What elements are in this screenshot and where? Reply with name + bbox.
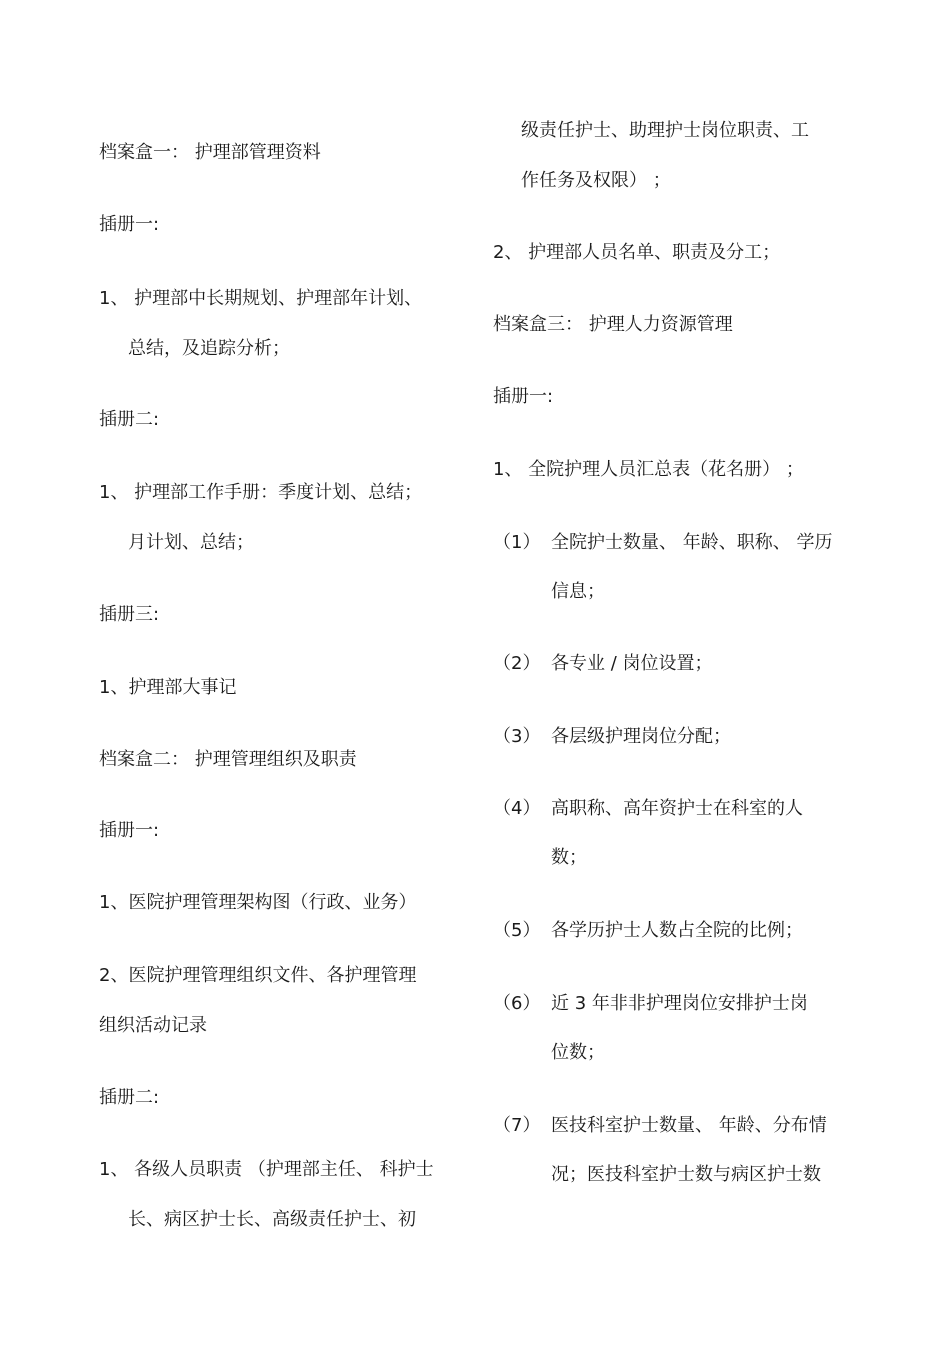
sub-item-6-number: （6） (493, 993, 541, 1014)
box1-vol2-item1-line1: 1、 护理部工作手册：季度计划、总结； (99, 482, 423, 503)
sub-item-5-number: （5） (493, 920, 541, 941)
sub-item-4-line2: 数； (551, 847, 587, 868)
box2-title: 档案盒二： 护理管理组织及职责 (99, 749, 357, 770)
box2-vol1-item2-line1: 2、医院护理管理组织文件、各护理管理 (99, 965, 417, 986)
sub-item-1-number: （1） (493, 532, 541, 553)
box1-title: 档案盒一： 护理部管理资料 (99, 142, 321, 163)
box2-vol2-item1-cont-line1: 级责任护士、助理护士岗位职责、工 (521, 120, 809, 141)
box1-vol1-item1-line2: 总结，及追踪分析； (128, 338, 290, 359)
sub-item-1-line1: 全院护士数量、 年龄、职称、 学历 (551, 532, 833, 553)
box3-title: 档案盒三： 护理人力资源管理 (493, 314, 733, 335)
sub-item-2-line1: 各专业 / 岗位设置； (551, 653, 713, 674)
box2-vol1-item2-line2: 组织活动记录 (99, 1015, 207, 1036)
box1-vol1-label: 插册一: (99, 214, 160, 235)
box1-vol2-label: 插册二: (99, 409, 160, 430)
sub-item-4-number: （4） (493, 798, 541, 819)
sub-item-6-line2: 位数； (551, 1042, 605, 1063)
box2-vol2-item1-line1: 1、 各级人员职责 （护理部主任、 科护士 (99, 1159, 434, 1180)
box1-vol2-item1-line2: 月计划、总结； (128, 532, 254, 553)
box2-vol2-item1-cont-line2: 作任务及权限） ； (521, 170, 671, 191)
sub-item-1-line2: 信息； (551, 581, 605, 602)
sub-item-7-number: （7） (493, 1115, 541, 1136)
sub-item-6-line1: 近 3 年非非护理岗位安排护士岗 (551, 993, 808, 1014)
box1-vol1-item1-line1: 1、 护理部中长期规划、护理部年计划、 (99, 288, 423, 309)
box2-vol2-item2: 2、 护理部人员名单、职责及分工； (493, 242, 781, 263)
sub-item-2-number: （2） (493, 653, 541, 674)
sub-item-5-line1: 各学历护士人数占全院的比例； (551, 920, 803, 941)
box1-vol3-item1: 1、护理部大事记 (99, 677, 237, 698)
sub-item-7-line2: 况；医技科室护士数与病区护士数 (551, 1164, 821, 1185)
sub-item-4-line1: 高职称、高年资护士在科室的人 (551, 798, 803, 819)
box1-vol3-label: 插册三: (99, 604, 160, 625)
box2-vol2-label: 插册二: (99, 1087, 160, 1108)
sub-item-3-number: （3） (493, 726, 541, 747)
box2-vol1-item1: 1、医院护理管理架构图（行政、业务） (99, 892, 417, 913)
box3-vol1-label: 插册一: (493, 386, 554, 407)
box3-vol1-item1: 1、 全院护理人员汇总表（花名册） ； (493, 459, 804, 480)
sub-item-7-line1: 医技科室护士数量、 年龄、分布情 (551, 1115, 827, 1136)
box2-vol2-item1-line2: 长、病区护士长、高级责任护士、初 (128, 1209, 416, 1230)
sub-item-3-line1: 各层级护理岗位分配； (551, 726, 731, 747)
box2-vol1-label: 插册一: (99, 820, 160, 841)
